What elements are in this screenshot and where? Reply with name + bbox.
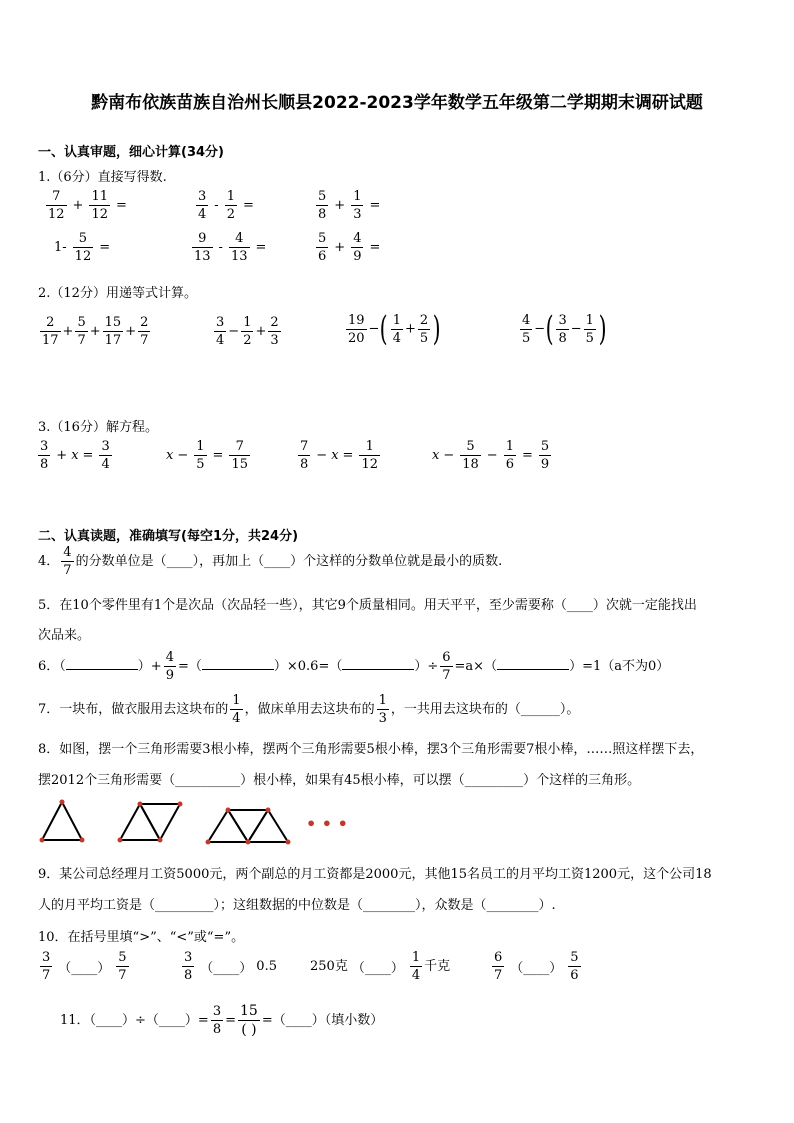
q2-e1-fraction: $\frac{2}{7}$ [140, 315, 149, 348]
q1-fraction-a: $\frac{5}{6}$ [318, 231, 327, 264]
q2-expression-4 [518, 309, 607, 349]
q6-blank-1[interactable] [66, 657, 138, 670]
q3-equation-3 [296, 440, 382, 471]
q1-item-4 [50, 232, 114, 263]
variable-x: x [432, 448, 440, 463]
q1-fraction-b: $\frac{1}{3}$ [353, 189, 362, 222]
q2-e3-c: $\frac{2}{5}$ [419, 312, 429, 346]
q7-fraction-1: $\frac{1}{4}$ [232, 693, 241, 726]
operator: + [62, 324, 74, 339]
operator: + [255, 324, 267, 339]
q10-c1-a: $\frac{3}{7}$ [42, 950, 51, 983]
variable-x: x [166, 448, 174, 463]
q3-e2-r: $\frac{7}{15}$ [231, 439, 248, 472]
q2-e4-c: $\frac{1}{5}$ [585, 312, 594, 346]
q4-number: 4． [38, 554, 60, 569]
equals-sign: = [82, 448, 94, 463]
q10-c4-b: $\frac{5}{6}$ [570, 950, 579, 983]
q3-equation-4 [432, 440, 553, 471]
q10-comparison-4 [490, 951, 583, 982]
q2-e3-b: $\frac{1}{4}$ [392, 312, 401, 346]
q10-comparison-3 [310, 951, 450, 982]
q6-blank-2[interactable] [202, 657, 274, 670]
operator: + [56, 448, 68, 463]
question-8-line-2: 摆2012个三角形需要（__________）根小棒，如果有45根小棒，可以摆（_________）个这样的三角形。 [38, 773, 641, 788]
question-9-line-1: 9．某公司总经理月工资5000元，两个副总的月工资都是2000元，其他15名员工的月平均工资1200元，这个公司18 [38, 867, 712, 882]
operator: − [534, 321, 546, 337]
operator: + [405, 321, 416, 337]
q10-c2-b: 0.5 [256, 959, 277, 974]
q1-prefix: 1- [54, 240, 67, 255]
q2-e1-fraction: $\frac{5}{7}$ [77, 315, 86, 348]
comparison-blank[interactable]: （____） [510, 961, 563, 976]
q6-blank-4[interactable] [497, 657, 569, 670]
q1-fraction-b: $\frac{4}{13}$ [230, 231, 248, 264]
q1-fraction-a: $\frac{7}{12}$ [48, 189, 65, 222]
operator: + [125, 324, 137, 339]
q1-fraction-b: $\frac{11}{12}$ [91, 189, 108, 222]
question-4 [38, 546, 502, 577]
continuation-dots: • • • [306, 814, 348, 833]
q3-e4-b: $\frac{1}{6}$ [505, 439, 514, 472]
question-5-line-1: 5．在10个零件里有1个是次品（次品轻一些），其它9个质量相同。用天平平，至少需要称（____）次就一定能找出 [38, 598, 697, 613]
question-9-line-2: 人的月平均工资是（_________）；这组数据的中位数是（________），众数是（________）. [38, 898, 556, 913]
q3-e1-a: $\frac{3}{8}$ [40, 439, 49, 472]
q10-c3-a: 250克 [310, 959, 348, 974]
comparison-blank[interactable]: （____） [58, 961, 111, 976]
q10-c3-unit: 千克 [424, 959, 451, 974]
q1-item-3 [314, 190, 384, 221]
q4-fraction: $\frac{4}{7}$ [63, 545, 72, 578]
right-paren: ) [432, 309, 441, 349]
operator: − [228, 324, 240, 339]
right-paren: ) [598, 309, 607, 349]
q10-c1-b: $\frac{5}{7}$ [118, 950, 127, 983]
q3-e3-r: $\frac{1}{12}$ [361, 439, 378, 472]
operator: + [334, 240, 346, 255]
question-3-label: 3.（16分）解方程。 [38, 420, 158, 435]
q1-fraction-b: $\frac{5}{12}$ [74, 231, 92, 264]
q2-e3-a: $\frac{19}{20}$ [348, 312, 365, 346]
question-10-label: 10．在括号里填“>”、“<”或“=”。 [38, 930, 245, 945]
q1-item-2 [194, 190, 258, 221]
q1-fraction-b: $\frac{1}{2}$ [226, 189, 235, 222]
operator: + [334, 198, 346, 213]
q2-e2-fraction: $\frac{3}{4}$ [216, 315, 225, 348]
question-2-label: 2.（12分）用递等式计算。 [38, 286, 197, 301]
question-11: 11．（____）÷（____）= $\frac{3}{8}$ = 15 ( ) =（____）（填小数） [60, 1003, 384, 1038]
q1-item-6 [314, 232, 384, 263]
q6-fraction-1: $\frac{4}{9}$ [165, 650, 174, 683]
operator: + [89, 324, 101, 339]
question-8-line-1: 8．如图，摆一个三角形需要3根小棒，摆两个三角形需要5根小棒，摆3个三角形需要7根小棒，……照这样摆下去， [38, 742, 704, 757]
q1-fraction-a: $\frac{9}{13}$ [194, 231, 211, 264]
equals-sign: = [116, 198, 127, 213]
equals-sign: = [255, 240, 267, 255]
equals-sign: = [342, 448, 354, 463]
left-paren: ( [545, 309, 554, 349]
left-paren: ( [380, 309, 389, 349]
q1-fraction-a: $\frac{5}{8}$ [318, 189, 327, 222]
q4-text: 的分数单位是（____），再加上（____）个这样的分数单位就是最小的质数. [75, 554, 503, 569]
q3-equation-2 [166, 440, 252, 471]
q1-item-5 [190, 232, 270, 263]
variable-x: x [331, 448, 339, 463]
operator: − [368, 321, 380, 337]
q3-equation-1 [36, 440, 114, 471]
operator: − [570, 321, 582, 337]
q10-c4-a: $\frac{6}{7}$ [494, 950, 503, 983]
q1-fraction-a: $\frac{3}{4}$ [198, 189, 207, 222]
q6-blank-3[interactable] [342, 657, 414, 670]
q3-e1-r: $\frac{3}{4}$ [101, 439, 110, 472]
comparison-blank[interactable]: （____） [200, 961, 253, 976]
q2-e2-fraction: $\frac{1}{2}$ [243, 315, 252, 348]
q6-fraction-2: $\frac{6}{7}$ [442, 650, 451, 683]
question-7: 7．一块布，做衣服用去这块布的 $\frac{1}{4}$ ，做床单用去这块布的 $\frac{1}{3}$ ，一共用去这块布的（______）。 [38, 693, 580, 726]
q10-comparison-2 [180, 951, 277, 982]
section-2-heading: 二、认真读题，准确填写(每空1分，共24分) [38, 529, 299, 544]
q2-e4-a: $\frac{4}{5}$ [522, 312, 531, 346]
q3-e3-a: $\frac{7}{8}$ [300, 439, 309, 472]
q10-comparison-1 [38, 951, 131, 982]
q2-expression-3 [344, 309, 441, 349]
q3-e4-r: $\frac{5}{9}$ [540, 439, 550, 472]
equals-sign: = [521, 448, 533, 463]
equals-sign: = [242, 198, 254, 213]
q3-e4-a: $\frac{5}{18}$ [462, 439, 479, 472]
operator: - [218, 240, 223, 255]
q2-e2-fraction: $\frac{2}{3}$ [270, 315, 279, 348]
q10-c3-b: $\frac{1}{4}$ [411, 950, 421, 983]
variable-x: x [71, 448, 79, 463]
section-1-heading: 一、认真审题，细心计算(34分) [38, 145, 224, 160]
q2-e4-b: $\frac{3}{8}$ [558, 312, 567, 346]
q2-e1-fraction: $\frac{2}{17}$ [42, 315, 59, 348]
operator: − [177, 448, 189, 463]
q7-fraction-2: $\frac{1}{3}$ [378, 693, 387, 726]
equals-sign: = [369, 198, 381, 213]
comparison-blank[interactable]: （____） [351, 961, 404, 976]
q1-item-1 [44, 190, 131, 221]
equals-sign: = [212, 448, 224, 463]
operator: - [214, 198, 219, 213]
operator: + [72, 198, 84, 213]
equals-sign: = [99, 240, 111, 255]
q1-fraction-b: $\frac{4}{9}$ [353, 231, 362, 264]
operator: − [443, 448, 455, 463]
operator: − [486, 448, 498, 463]
q2-expression-1 [38, 316, 152, 347]
q2-e1-fraction: $\frac{15}{17}$ [104, 315, 122, 348]
question-6: 6．（ ）+ $\frac{4}{9}$ =（ ）×0.6=（ ）÷ $\frac{6}{7}$ =a×（ ）=1（a不为0） [38, 650, 670, 683]
q10-c2-a: $\frac{3}{8}$ [184, 950, 193, 983]
q3-e2-a: $\frac{1}{5}$ [196, 439, 205, 472]
equals-sign: = [369, 240, 381, 255]
page-title: 黔南布依族苗族自治州长顺县2022-2023学年数学五年级第二学期期末调研试题 [91, 93, 703, 113]
q11-fraction-2: 15 ( ) [240, 1003, 258, 1038]
question-1-label: 1.（6分）直接写得数. [38, 170, 167, 185]
operator: − [316, 448, 328, 463]
question-5-line-2: 次品来。 [38, 628, 91, 643]
q11-fraction-1: $\frac{3}{8}$ [212, 1004, 222, 1037]
q2-expression-2 [212, 316, 283, 347]
